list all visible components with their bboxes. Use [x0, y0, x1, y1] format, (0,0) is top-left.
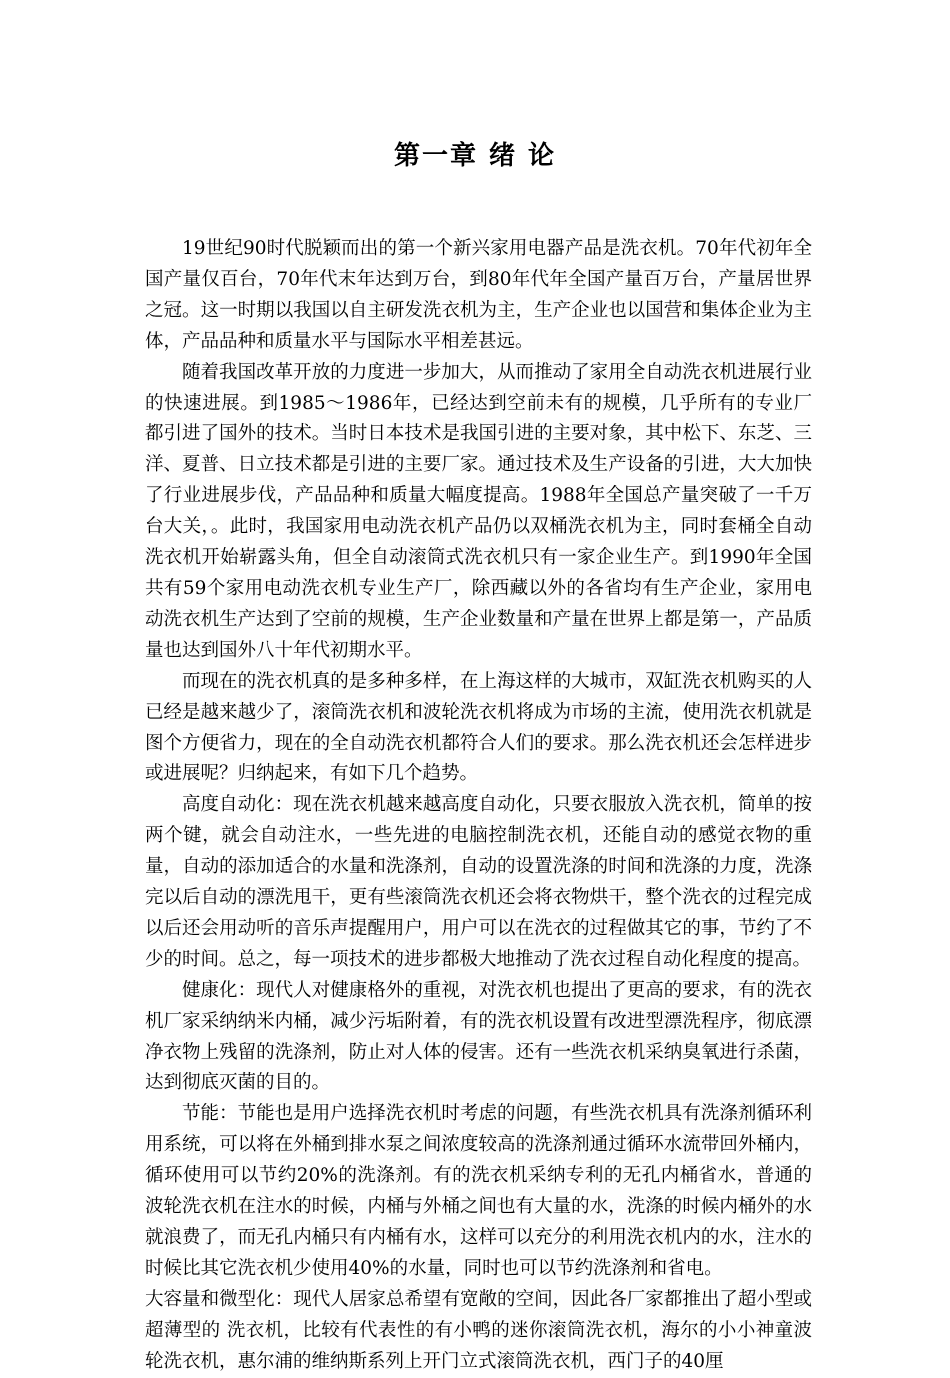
paragraph-capacity: 大容量和微型化：现代人居家总希望有宽敞的空间，因此各厂家都推出了超小型或超薄型的 洗衣机，比较有代表性的有小鸭的迷你滚筒洗衣机，海尔的小小神童波轮洗衣机，惠尔浦的维纳斯系列上开门立式滚筒洗衣机，西门子的40厘: [145, 1288, 812, 1372]
document-body: [145, 234, 812, 1378]
paragraph-automation: 高度自动化：现在洗衣机越来越高度自动化，只要衣服放入洗衣机，简单的按两个键，就会自动注水，一些先进的电脑控制洗衣机，还能自动的感觉衣物的重量，自动的添加适合的水量和洗涤剂，自动的设置洗涤的时间和洗涤的力度，洗涤完以后自动的漂洗甩干，更有些滚筒洗衣机还会将衣物烘干，整个洗衣的过程完成以后还会用动听的音乐声提醒用户，用户可以在洗衣的过程做其它的事，节约了不少的时间。总之，每一项技术的进步都极大地推动了洗衣过程自动化程度的提高。: [145, 794, 812, 970]
paragraph-trends: 而现在的洗衣机真的是多种多样，在上海这样的大城市，双缸洗衣机购买的人已经是越来越少了，滚筒洗衣机和波轮洗衣机将成为市场的主流，使用洗衣机就是图个方便省力，现在的全自动洗衣机都符合人们的要求。那么洗衣机还会怎样进步或进展呢？归纳起来，有如下几个趋势。: [145, 670, 812, 785]
paragraph-energy-saving: 节能：节能也是用户选择洗衣机时考虑的问题，有些洗衣机具有洗涤剂循环利用系统，可以将在外桶到排水泵之间浓度较高的洗涤剂通过循环水流带回外桶内，循环使用可以节约20%的洗涤剂。有的洗衣机采纳专利的无孔内桶省水，普通的波轮洗衣机在注水的时候，内桶与外桶之间也有大量的水，洗涤的时候内桶外的水就浪费了，而无孔内桶只有内桶有水，这样可以充分的利用洗衣机内的水，注水的时候比其它洗衣机少使用40%的水量，同时也可以节约洗涤剂和省电。: [145, 1103, 812, 1279]
paragraph-health: 健康化：现代人对健康格外的重视，对洗衣机也提出了更高的要求，有的洗衣机厂家采纳纳米内桶，减少污垢附着，有的洗衣机设置有改进型漂洗程序，彻底漂净衣物上残留的洗涤剂，防止对人体的侵害。还有一些洗衣机采纳臭氧进行杀菌，达到彻底灭菌的目的。: [145, 979, 812, 1094]
chapter-title: 第一章 绪 论: [393, 141, 557, 171]
paragraph-intro: 19世纪90时代脱颖而出的第一个新兴家用电器产品是洗衣机。70年代初年全国产量仅百台，70年代末年达到万台，到80年代年全国产量百万台，产量居世界之冠。这一时期以我国以自主研发洗衣机为主，生产企业也以国营和集体企业为主体，产品品种和质量水平与国际水平相差甚远。: [145, 238, 812, 352]
paragraph-development: 随着我国改革开放的力度进一步加大，从而推动了家用全自动洗衣机进展行业的快速进展。到1985～1986年，已经达到空前未有的规模，几乎所有的专业厂都引进了国外的技术。当时日本技术是我国引进的主要对象，其中松下、东芝、三洋、夏普、日立技术都是引进的主要厂家。通过技术及生产设备的引进，大大加快了行业进展步伐，产品品种和质量大幅度提高。1988年全国总产量突破了一千万台大关，。此时，我国家用电动洗衣机产品仍以双桶洗衣机为主，同时套桶全自动洗衣机开始崭露头角，但全自动滚筒式洗衣机只有一家企业生产。到1990年全国共有59个家用电动洗衣机专业生产厂，除西藏以外的各省均有生产企业，家用电动洗衣机生产达到了空前的规模，生产企业数量和产量在世界上都是第一，产品质量也达到国外八十年代初期水平。: [145, 361, 812, 661]
